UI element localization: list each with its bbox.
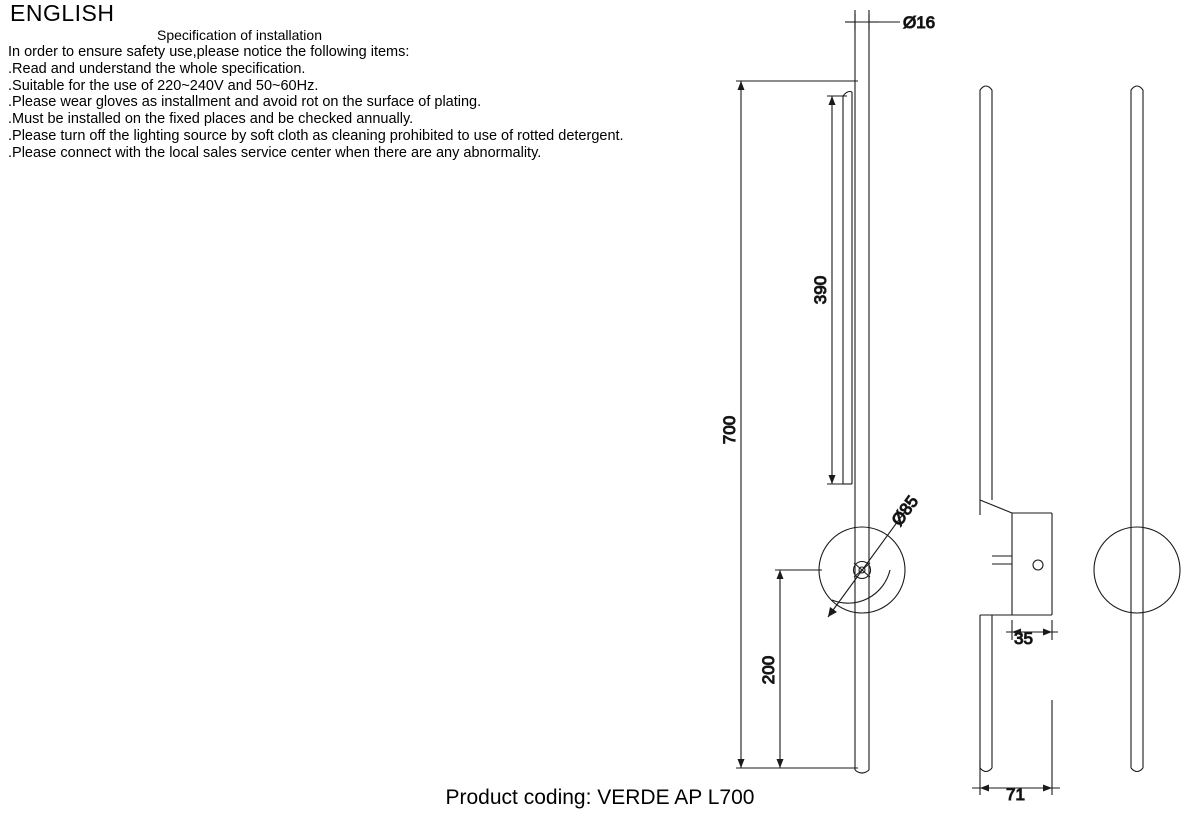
spec-line: .Read and understand the whole specification. <box>8 60 306 77</box>
dim-diameter-base <box>828 510 906 617</box>
dim-length-390 <box>827 96 847 484</box>
dim-diameter-top <box>845 14 900 30</box>
spec-line: .Please turn off the lighting source by soft cloth as cleaning prohibited to use of rotted detergent. <box>8 127 624 144</box>
spec-line: In order to ensure safety use,please notice the following items: <box>8 44 410 60</box>
spec-line: .Must be installed on the fixed places and be checked annually. <box>8 111 414 128</box>
language-title: ENGLISH <box>10 0 115 26</box>
spec-line: .Please wear gloves as installment and avoid rot on the surface of plating. <box>8 94 482 111</box>
dim-label-71: 71 <box>1006 785 1025 804</box>
spec-line: .Please connect with the local sales service center when there are any abnormality. <box>8 144 542 161</box>
dim-label-35: 35 <box>1014 629 1033 648</box>
front-view-rod <box>855 10 869 773</box>
specification-heading: Specification of installation <box>157 27 322 43</box>
dim-label-390: 390 <box>811 275 830 305</box>
dim-label-diameter-base: Ø85 <box>887 492 923 530</box>
side-view <box>980 86 1052 772</box>
dim-length-700 <box>736 81 858 768</box>
dim-height-200 <box>775 570 858 768</box>
rear-view <box>1094 86 1180 772</box>
spec-line: .Suitable for the use of 220~240V and 50~60Hz. <box>8 77 319 94</box>
dim-label-700: 700 <box>720 415 739 445</box>
dim-label-diameter-top: Ø16 <box>903 13 936 32</box>
product-coding: Product coding: VERDE AP L700 <box>445 786 755 809</box>
dim-label-200: 200 <box>759 655 778 685</box>
front-view-led-strip <box>843 92 852 485</box>
dim-width-71 <box>972 700 1060 795</box>
